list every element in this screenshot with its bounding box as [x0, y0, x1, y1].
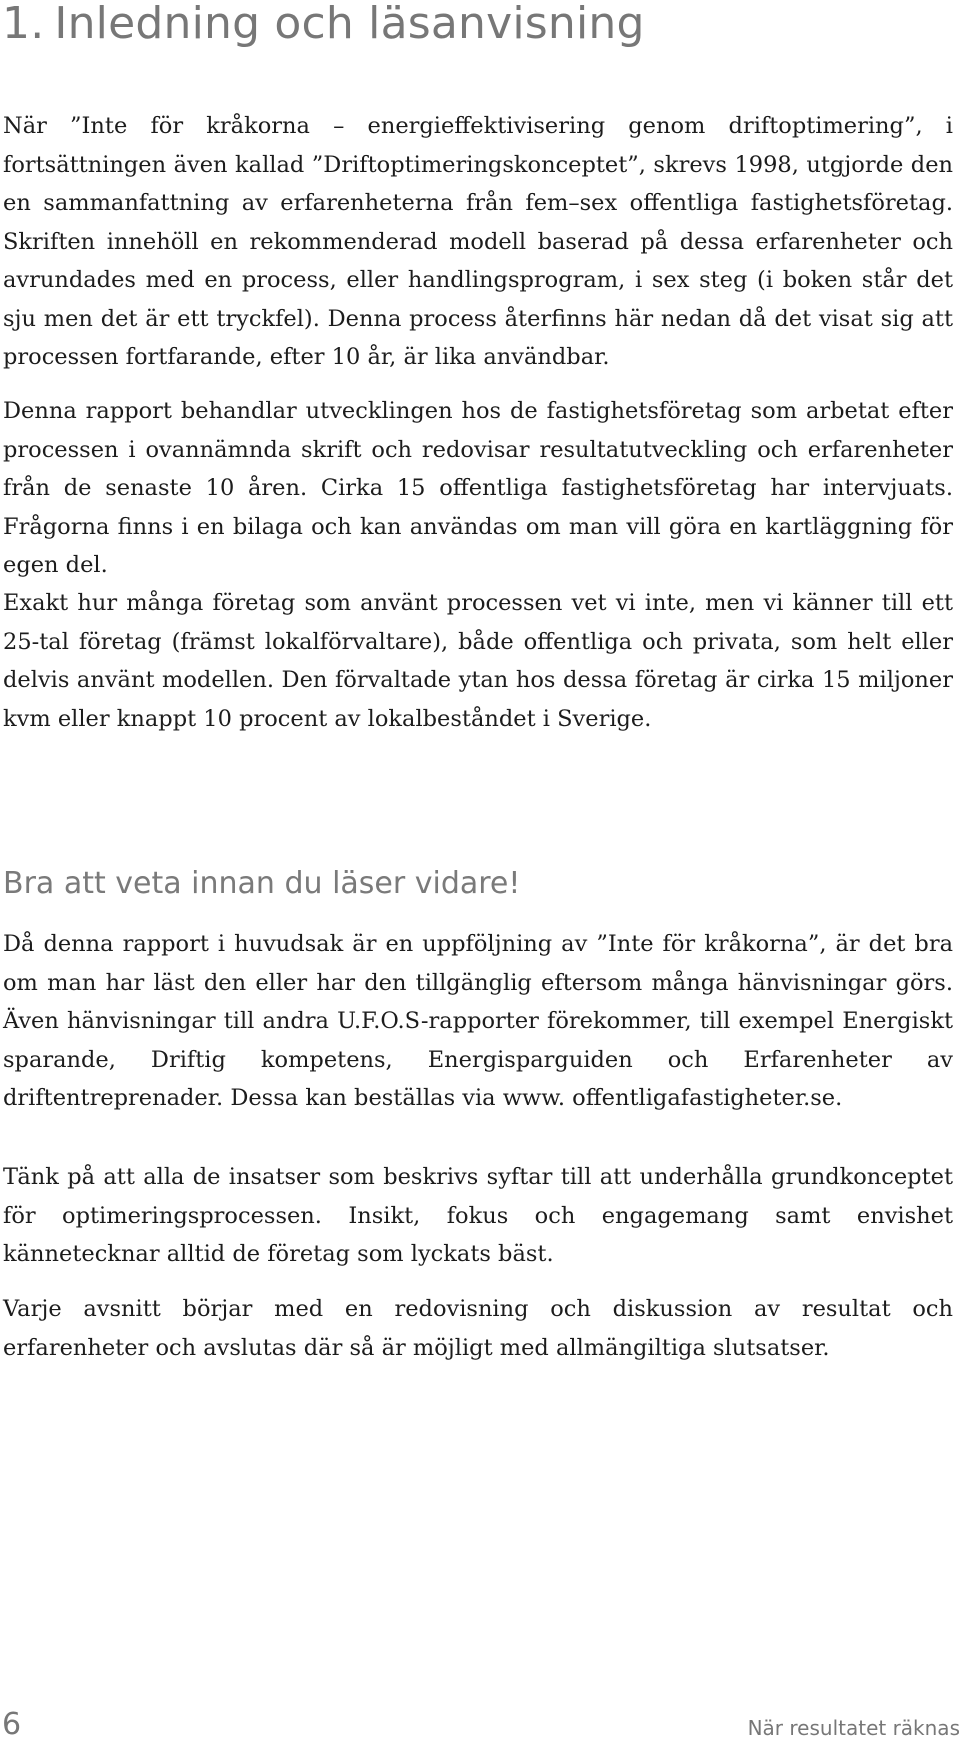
section-paragraph-2: Tänk på att alla de insatser som beskrivs syftar till att underhålla grundkonceptet för optimeringsprocessen. Insikt, fokus och engagemang samt envishet kännetecknar alltid de företag som lyckats bäst.	[3, 1164, 953, 1267]
intro-paragraph-3: Exakt hur många företag som använt processen vet vi inte, men vi känner till ett 25-tal företag (främst lokalförvaltare), både offentliga och privata, som helt eller delvis använt modellen. Den förvaltade ytan hos dessa företag är cirka 15 miljoner kvm eller knappt 10 procent av lokalbeståndet i Sverige.	[3, 590, 953, 732]
chapter-number: 1.	[2, 0, 45, 49]
section-heading: Bra att veta innan du läser vidare!	[3, 866, 521, 901]
chapter-title	[2, 0, 645, 50]
intro-paragraph-1: När ”Inte för kråkorna – energieffektivisering genom driftoptimering”, i fortsättningen även kallad ”Driftoptimeringskonceptet”, skrevs 1998, utgjorde den en sammanfattning av erfarenheterna från fem–sex offentliga fastighetsföretag. Skriften innehöll en rekommenderad modell baserad på dessa erfarenheter och avrundades med en process, eller handlingsprogram, i sex steg (i boken står det sju men det är ett tryckfel). Denna process återfinns här nedan då det visat sig att processen fortfarande, efter 10 år, är lika användbar.	[3, 113, 953, 370]
running-footer-title: När resultatet räknas	[747, 1716, 960, 1740]
section-paragraph-1: Då denna rapport i huvudsak är en uppföljning av ”Inte för kråkorna”, är det bra om man har läst den eller har den tillgänglig eftersom många hänvisningar görs. Även hänvisningar till andra U.F.O.S-rapporter förekommer, till exempel Energiskt sparande, Driftig kompetens, Energisparguiden och Erfarenheter av driftentreprenader. Dessa kan beställas via www. offentligafastigheter.se.	[3, 931, 953, 1111]
chapter-title-text: Inledning och läsanvisning	[54, 0, 645, 49]
intro-paragraph-2: Denna rapport behandlar utvecklingen hos de fastighetsföretag som arbetat efter processen i ovannämnda skrift och redovisar resultatutveckling och erfarenheter från de senaste 10 åren. Cirka 15 offentliga fastighetsföretag har intervjuats. Frågorna finns i en bilaga och kan användas om man vill göra en kartläggning för egen del.	[3, 398, 953, 578]
section-paragraph-3: Varje avsnitt börjar med en redovisning och diskussion av resultat och erfarenheter och avslutas där så är möjligt med allmängiltiga slutsatser.	[3, 1296, 953, 1361]
page-number: 6	[2, 1707, 22, 1742]
